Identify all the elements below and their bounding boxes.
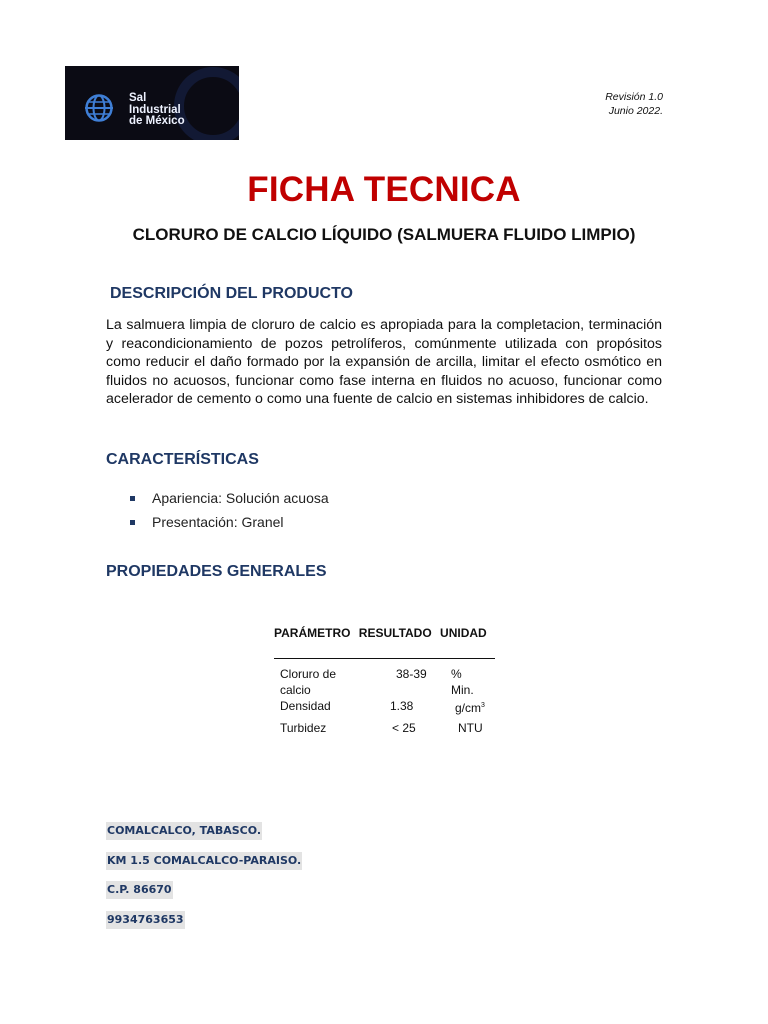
table-divider: [274, 658, 495, 659]
company-logo: [65, 66, 239, 140]
table-cell-parameter: Turbidez: [280, 721, 327, 735]
bullet-icon: [130, 520, 135, 525]
table-header-cell: RESULTADO: [358, 626, 432, 640]
logo-line-3: de México: [129, 115, 185, 127]
unit-text: g/cm: [455, 701, 482, 715]
address-phone: 9934763653: [106, 911, 185, 929]
unit-superscript: 3: [481, 702, 485, 709]
table-header-cell: UNIDAD: [440, 626, 487, 640]
table-cell-result: 38-39: [396, 667, 427, 681]
table-cell-result: 1.38: [390, 699, 414, 713]
table-header-cell: PARÁMETRO: [274, 626, 351, 640]
param-line: calcio: [280, 683, 311, 697]
description-heading: DESCRIPCIÓN DEL PRODUCTO: [110, 285, 353, 302]
unit-line: %: [451, 667, 462, 681]
bullet-icon: [130, 496, 135, 501]
logo-line-2: Industrial: [129, 103, 181, 116]
address-city: COMALCALCO, TABASCO.: [106, 822, 262, 840]
list-item-text: Presentación: Granel: [152, 514, 284, 530]
list-item-text: Apariencia: Solución acuosa: [152, 490, 329, 506]
table-cell-unit: [455, 698, 485, 716]
table-cell-parameter: Densidad: [280, 699, 331, 713]
properties-table: [274, 626, 496, 735]
table-cell-unit: NTU: [458, 721, 483, 735]
logo-text: [129, 93, 185, 128]
list-item: [130, 510, 329, 534]
logo-line-1: Sal: [129, 92, 147, 104]
address-street: KM 1.5 COMALCALCO-PARAISO.: [106, 852, 302, 870]
table-cell-unit: [451, 666, 474, 698]
description-text: La salmuera limpia de cloruro de calcio es apropiada para la completacion, terminación y reacondicionamiento de pozos petrolíferos, comúnmente utilizada con propósitos como reducir el daño formado por la expansión de arcilla, limitar el efecto osmótico en fluidos no acuosos, funcionar como fase interna en fluidos no acuoso, funcionar como acelerador de cemento o como una fuente de calcio en sistemas inhibidores de calcio.: [106, 317, 662, 407]
characteristics-heading: CARACTERÍSTICAS: [106, 451, 259, 468]
table-cell-result: < 25: [392, 721, 416, 735]
table-cell-parameter: [280, 666, 336, 698]
revision-number: Revisión 1.0: [605, 91, 663, 103]
table-header-row: [274, 626, 496, 640]
address-postal-code: C.P. 86670: [106, 881, 173, 899]
unit-line: Min.: [451, 683, 474, 697]
revision-date: Junio 2022.: [608, 105, 663, 117]
list-item: [130, 486, 329, 510]
properties-heading: PROPIEDADES GENERALES: [106, 563, 327, 580]
page-title: FICHA TECNICA: [247, 170, 521, 209]
param-line: Cloruro de: [280, 667, 337, 681]
characteristics-list: [130, 486, 329, 534]
product-subtitle: CLORURO DE CALCIO LÍQUIDO (SALMUERA FLUIDO LIMPIO): [132, 225, 636, 244]
revision-info: [605, 90, 663, 118]
